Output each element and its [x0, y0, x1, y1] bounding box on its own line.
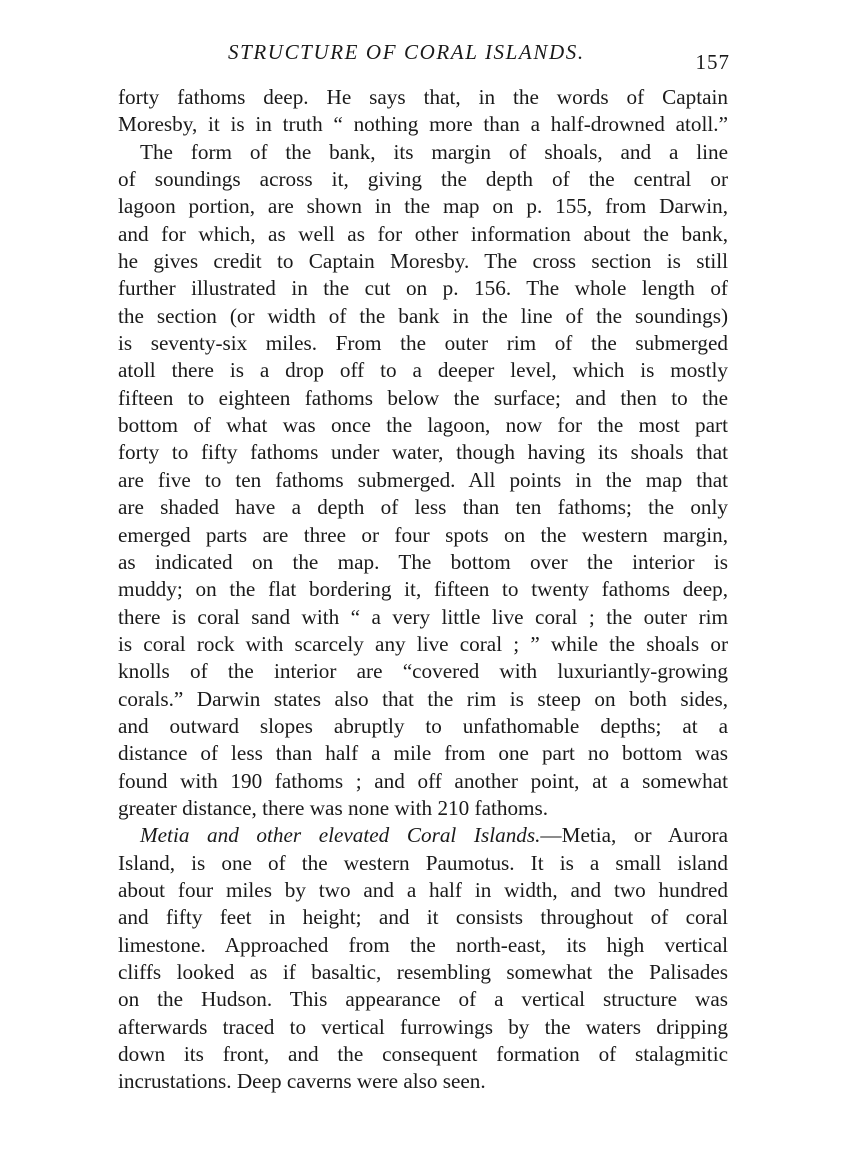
section-first-line [118, 822, 728, 849]
text-line: limestone. Approached from the north-east, its high vertical [118, 932, 728, 957]
text-line: there is coral sand with “ a very little live coral ; the outer rim [118, 604, 728, 629]
text-line: is coral rock with scarcely any live coral ; ” while the shoals or [118, 631, 728, 656]
text-line: and outward slopes abruptly to unfathomable depths; at a [118, 713, 728, 738]
text-line: cliffs looked as if basaltic, resembling somewhat the Palisades [118, 960, 728, 984]
text-line: atoll there is a drop off to a deeper level, which is mostly [118, 358, 728, 383]
text-line: about four miles by two and a half in width, and two hundred [118, 877, 728, 902]
text-line: down its front, and the consequent formation of stalagmitic [118, 1042, 728, 1067]
text-line: and for which, as well as for other information about the bank, [118, 221, 728, 246]
text-line: on the Hudson. This appearance of a vertical structure was [118, 987, 728, 1012]
text-line: as indicated on the map. The bottom over the interior is [118, 549, 728, 574]
section-heading-continuation: —Metia, or Aurora [540, 823, 728, 848]
text-line: are five to ten fathoms submerged. All points in the map that [118, 467, 728, 492]
text-line: afterwards traced to vertical furrowings by the waters dripping [118, 1014, 728, 1039]
text-line: forty to fifty fathoms under water, though having its shoals that [118, 440, 728, 465]
text-line: is seventy-six miles. From the outer rim of the submerged [118, 331, 728, 356]
text-line: fifteen to eighteen fathoms below the surface; and then to the [118, 385, 728, 410]
text-line: are shaded have a depth of less than ten fathoms; the only [118, 495, 728, 520]
text-line: Moresby, it is in truth “ nothing more than a half-drowned atoll.” [118, 112, 728, 137]
text-line: emerged parts are three or four spots on the western margin, [118, 522, 728, 547]
text-line: bottom of what was once the lagoon, now for the most part [118, 413, 728, 438]
text-line: the section (or width of the bank in the line of the soundings) [118, 303, 728, 328]
paragraph-last-line: greater distance, there was none with 210 fathoms. [118, 795, 549, 820]
page-number: 157 [695, 50, 730, 74]
text-line: lagoon portion, are shown in the map on p. 155, from Darwin, [118, 194, 728, 219]
running-title: STRUCTURE OF CORAL ISLANDS. [228, 40, 585, 64]
text-line: distance of less than half a mile from one part no bottom was [118, 741, 728, 766]
text-line: corals.” Darwin states also that the rim is steep on both sides, [118, 686, 728, 711]
paragraph-last-line: incrustations. Deep caverns were also seen. [118, 1069, 486, 1094]
text-line: further illustrated in the cut on p. 156. The whole length of [118, 276, 728, 301]
text-line: knolls of the interior are “covered with luxuriantly-growing [118, 659, 728, 684]
text-line: and fifty feet in height; and it consists throughout of coral [118, 905, 728, 930]
text-line: forty fathoms deep. He says that, in the words of Captain [118, 85, 728, 109]
text-line: he gives credit to Captain Moresby. The cross section is still [118, 249, 728, 274]
paragraph-first-line: The form of the bank, its margin of shoals, and a line [140, 139, 728, 164]
text-line: of soundings across it, giving the depth of the central or [118, 167, 728, 192]
text-line: muddy; on the flat bordering it, fifteen to twenty fathoms deep, [118, 577, 728, 602]
body-text [118, 84, 728, 1096]
text-line: found with 190 fathoms ; and off another point, at a somewhat [118, 768, 728, 793]
text-line: Island, is one of the western Paumotus. It is a small island [118, 850, 728, 875]
section-heading: Metia and other elevated Coral Islands. [140, 823, 541, 848]
running-head [118, 40, 730, 74]
